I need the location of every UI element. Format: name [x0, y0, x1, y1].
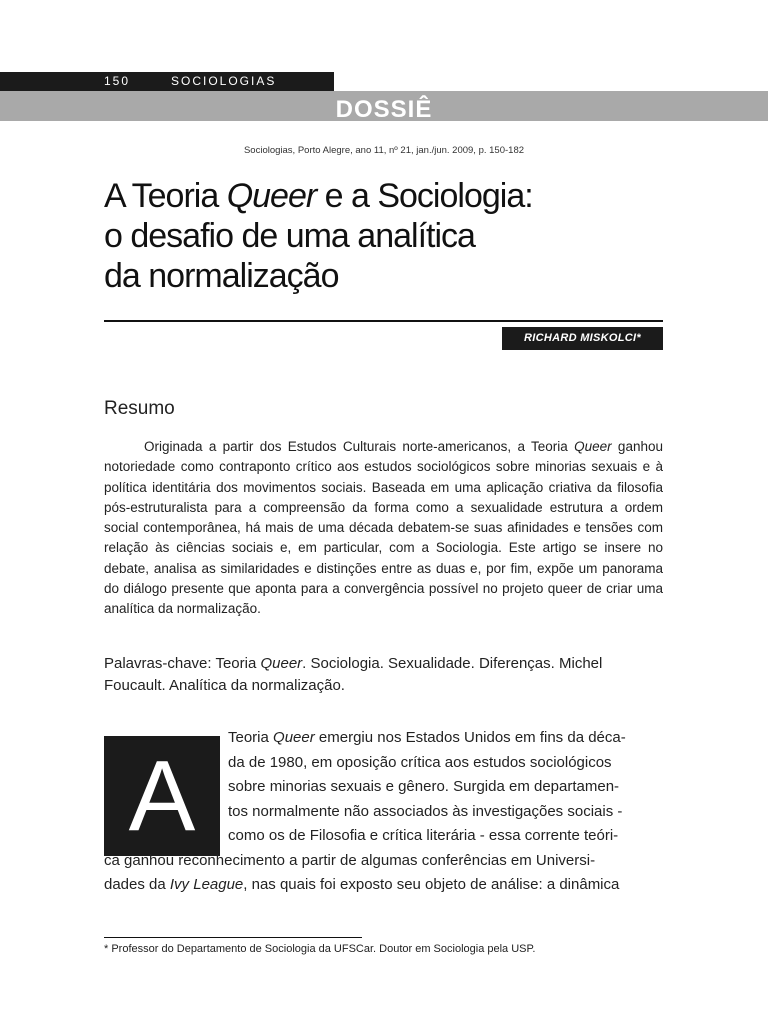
running-header — [0, 72, 334, 91]
body-line: dades da Ivy League, nas quais foi exposto seu objeto de análise: a dinâmica — [104, 876, 620, 893]
article-title — [104, 176, 664, 296]
section-label: DOSSIÊ — [335, 96, 433, 121]
section-banner — [0, 91, 768, 121]
body-line: como os de Filosofia e crítica literária - essa corrente teóri- — [228, 827, 619, 844]
footnote-divider — [104, 937, 362, 938]
drop-cap: A — [104, 736, 220, 856]
author-badge: RICHARD MISKOLCI* — [502, 327, 663, 350]
footnote: * Professor do Departamento de Sociologia da UFSCar. Doutor em Sociologia pela USP. — [104, 943, 536, 955]
body-line: tos normalmente não associados às investigações sociais - — [228, 802, 623, 820]
body-line: da de 1980, em oposição crítica aos estudos sociológicos — [228, 753, 612, 771]
title-line-2: o desafio de uma analítica — [104, 217, 475, 255]
citation-line: Sociologias, Porto Alegre, ano 11, nº 21, jan./jun. 2009, p. 150-182 — [243, 145, 525, 156]
body-line: ca ganhou reconhecimento a partir de algumas conferências em Universi- — [104, 851, 596, 869]
title-line-1: A Teoria Queer e a Sociologia: — [104, 177, 533, 215]
abstract-heading: Resumo — [104, 398, 175, 419]
page-number: 150 — [104, 74, 131, 88]
journal-name: SOCIOLOGIAS — [171, 74, 277, 88]
body-line: Teoria Queer emergiu nos Estados Unidos em fins da déca- — [228, 729, 626, 746]
body-paragraph — [104, 726, 663, 898]
body-line: sobre minorias sexuais e gênero. Surgida em departamen- — [228, 778, 620, 795]
keywords: Palavras-chave: Teoria Queer. Sociologia. Sexualidade. Diferenças. Michel Foucault. Analítica da normalização. — [104, 655, 603, 694]
title-divider — [104, 320, 663, 322]
title-line-3: da normalização — [104, 257, 339, 295]
abstract-body: Originada a partir dos Estudos Culturais norte-americanos, a Teoria Queer ganhou notoriedade como contraponto crítico aos estudos sociológicos sobre minorias sexuais e à política identitária dos movimentos sociais. Baseada em uma aplicação criativa da filosofia pós-estruturalista para a compreensão da forma como a sexualidade estrutura a ordem social contemporânea, há mais de uma década debatem-se suas afinidades e tensões com relação às ciências sociais e, em particular, com a Sociologia. Este artigo se insere no debate, analisa as similaridades e distinções entre as duas e, por fim, expõe um panorama do diálogo presente que aponta para a convergência possível no projeto queer de criar uma analítica da normalização. — [104, 439, 663, 617]
